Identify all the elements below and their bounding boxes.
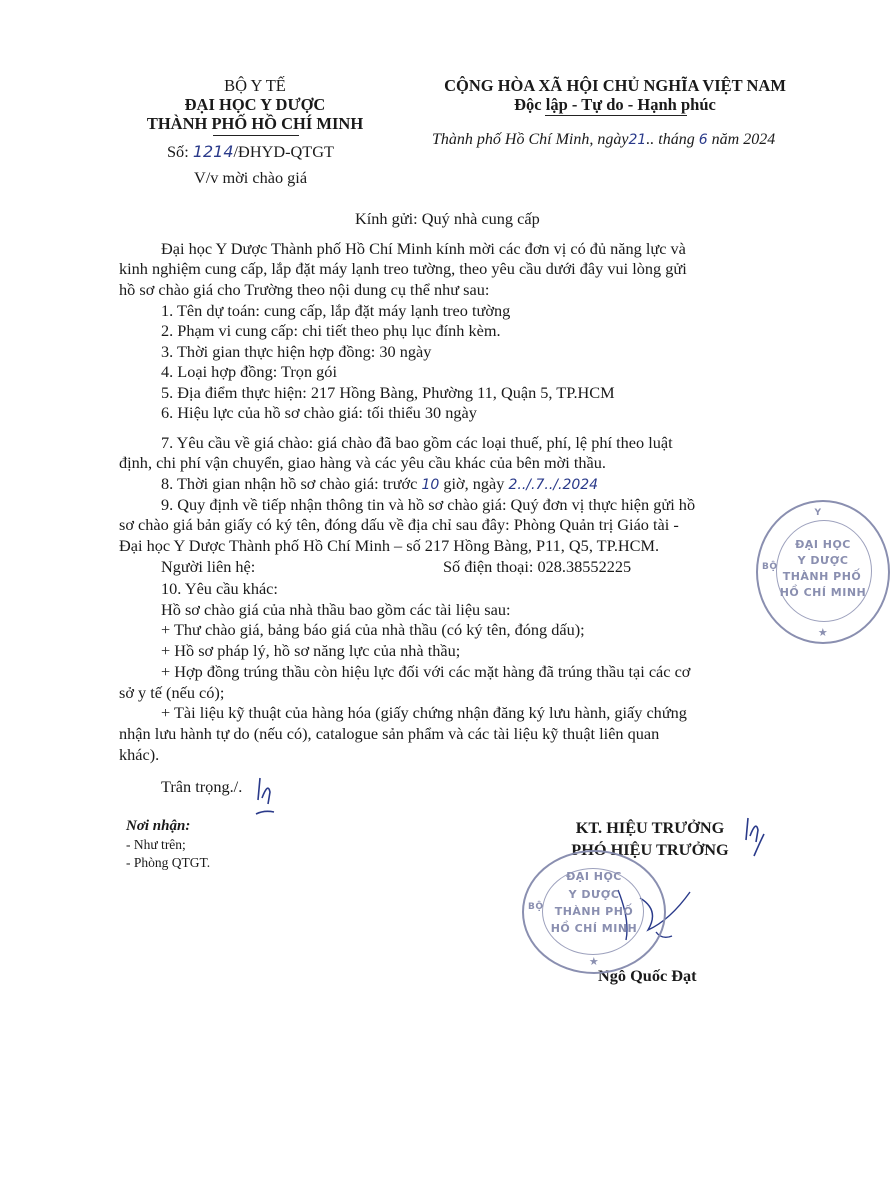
list-item: sở y tế (nếu có); — [119, 682, 225, 702]
date-day: 21 — [628, 132, 647, 148]
header-right — [420, 76, 810, 114]
contact-person: Người liên hệ: — [161, 557, 256, 576]
motto: Độc lập - Tự do - Hạnh phúc — [514, 95, 716, 114]
motto-underline — [545, 115, 687, 116]
list-item: 7. Yêu cầu về giá chào: giá chào đã bao gồm các loại thuế, phí, lệ phí theo luật — [161, 433, 673, 452]
list-item: + Thư chào giá, bảng báo giá của nhà thầu (có ký tên, đóng dấu); — [161, 620, 585, 640]
document-subject: V/v mời chào giá — [194, 168, 308, 187]
date-month: 6 — [698, 132, 708, 148]
intro-line: kinh nghiệm cung cấp, lắp đặt máy lạnh treo tường, theo yêu cầu dưới đây vui lòng gửi — [119, 259, 687, 279]
stamp-text: ĐẠI HỌC — [795, 538, 851, 551]
list-item: nhận lưu hành tự do (nếu có), catalogue sản phẩm và các tài liệu kỹ thuật liên quan — [119, 723, 660, 743]
initials-mark — [252, 770, 282, 820]
recipient-item: - Như trên; — [126, 837, 186, 852]
official-stamp — [522, 850, 666, 974]
date-suffix: năm 2024 — [711, 131, 776, 148]
number-prefix: Số: — [167, 142, 189, 161]
list-item: 4. Loại hợp đồng: Trọn gói — [161, 362, 337, 382]
item-8-hour: 10 — [421, 477, 440, 493]
intro-line: Đại học Y Dược Thành phố Hồ Chí Minh kính mời các đơn vị có đủ năng lực và — [161, 239, 686, 258]
ministry-name: BỘ Y TẾ — [224, 76, 286, 95]
stamp-text: Y — [814, 508, 822, 518]
list-item: 2. Phạm vi cung cấp: chi tiết theo phụ lục đính kèm. — [161, 321, 501, 341]
number-handwritten: 1214 — [192, 142, 234, 161]
document-date: Thành phố Hồ Chí Minh, ngày21.. tháng 6 năm 2024 — [432, 131, 776, 148]
signature-mark — [742, 812, 768, 860]
intro-paragraph — [119, 239, 759, 300]
list-item: 1. Tên dự toán: cung cấp, lắp đặt máy lạnh treo tường — [161, 301, 511, 320]
item-7 — [119, 433, 759, 474]
university-name-line1: ĐẠI HỌC Y DƯỢC — [184, 95, 326, 114]
stamp-text: THÀNH PHỐ — [782, 570, 862, 583]
list-item: khác). — [119, 744, 160, 764]
list-item: định, chi phí vận chuyển, giao hàng và các yêu cầu khác của bên mời thầu. — [119, 453, 606, 473]
list-item: 5. Địa điểm thực hiện: 217 Hồng Bàng, Phường 11, Quận 5, TP.HCM — [161, 382, 615, 402]
item-8-date: 2../.7../.2024 — [508, 477, 599, 493]
item-9 — [119, 495, 759, 556]
item-8-prefix: 8. Thời gian nhận hồ sơ chào giá: trước — [161, 474, 418, 493]
stamp-text: BỘ — [528, 902, 544, 912]
header-left-underline — [213, 135, 299, 136]
list-item: + Hồ sơ pháp lý, hồ sơ năng lực của nhà thầu; — [161, 641, 461, 661]
stamp-text: Y DƯỢC — [797, 554, 849, 567]
date-prefix: Thành phố Hồ Chí Minh, ngày — [432, 131, 629, 148]
list-item: Đại học Y Dược Thành phố Hồ Chí Minh – số 217 Hồng Bàng, P11, Q5, TP.HCM. — [119, 535, 660, 555]
list-item: Hồ sơ chào giá của nhà thầu bao gồm các tài liệu sau: — [161, 599, 511, 619]
closing: Trân trọng./. — [161, 777, 243, 796]
contact-phone: Số điện thoại: 028.38552225 — [443, 557, 632, 576]
stamp-text: HỒ CHÍ MINH — [779, 586, 867, 599]
list-item: 9. Quy định về tiếp nhận thông tin và hồ sơ chào giá: Quý đơn vị thực hiện gửi hồ — [161, 495, 696, 514]
stamp-text: BỘ — [762, 562, 778, 572]
stamp-text: THÀNH PHỐ — [554, 905, 634, 918]
greeting: Kính gửi: Quý nhà cung cấp — [355, 209, 540, 228]
university-name-line2: THÀNH PHỐ HỒ CHÍ MINH — [146, 114, 364, 133]
list-item: sơ chào giá bản giấy có ký tên, đóng dấu về địa chỉ sau đây: Phòng Quản trị Giáo tài - — [119, 515, 679, 535]
document-number — [167, 142, 334, 162]
stamp-text: ĐẠI HỌC — [566, 870, 622, 883]
star-icon: ★ — [588, 955, 600, 968]
stamp-text: Y DƯỢC — [568, 888, 620, 901]
list-item: + Tài liệu kỹ thuật của hàng hóa (giấy chứng nhận đăng ký lưu hành, giấy chứng — [161, 703, 687, 723]
item-8-middle: giờ, ngày — [443, 474, 505, 493]
recipients — [126, 818, 210, 872]
list-item: + Hợp đồng trúng thầu còn hiệu lực đối với các mặt hàng đã trúng thầu tại các cơ — [161, 661, 691, 681]
signer-name: Ngô Quốc Đạt — [598, 966, 697, 985]
item-10 — [119, 579, 759, 765]
signature-line1: KT. HIỆU TRƯỞNG — [575, 818, 725, 837]
signature-line2: PHÓ HIỆU TRƯỞNG — [571, 840, 729, 859]
star-icon: ★ — [817, 626, 829, 639]
list-item: 10. Yêu cầu khác: — [161, 579, 278, 598]
list-item: 6. Hiệu lực của hồ sơ chào giá: tối thiểu 30 ngày — [161, 403, 477, 423]
list-item: 3. Thời gian thực hiện hợp đồng: 30 ngày — [161, 341, 432, 361]
recipient-item: - Phòng QTGT. — [126, 855, 211, 870]
edge-stamp — [756, 500, 890, 644]
items-list — [161, 301, 761, 423]
stamp-text: HỒ CHÍ MINH — [550, 922, 638, 935]
date-middle: tháng — [658, 131, 695, 148]
number-suffix: /ĐHYD-QTGT — [233, 142, 334, 161]
recipients-title: Nơi nhận: — [126, 818, 191, 834]
item-8 — [161, 474, 598, 494]
header-left — [130, 76, 380, 133]
intro-line: hồ sơ chào giá cho Trường theo nội dung cụ thể như sau: — [119, 279, 490, 299]
nation-name: CỘNG HÒA XÃ HỘI CHỦ NGHĨA VIỆT NAM — [444, 76, 786, 95]
